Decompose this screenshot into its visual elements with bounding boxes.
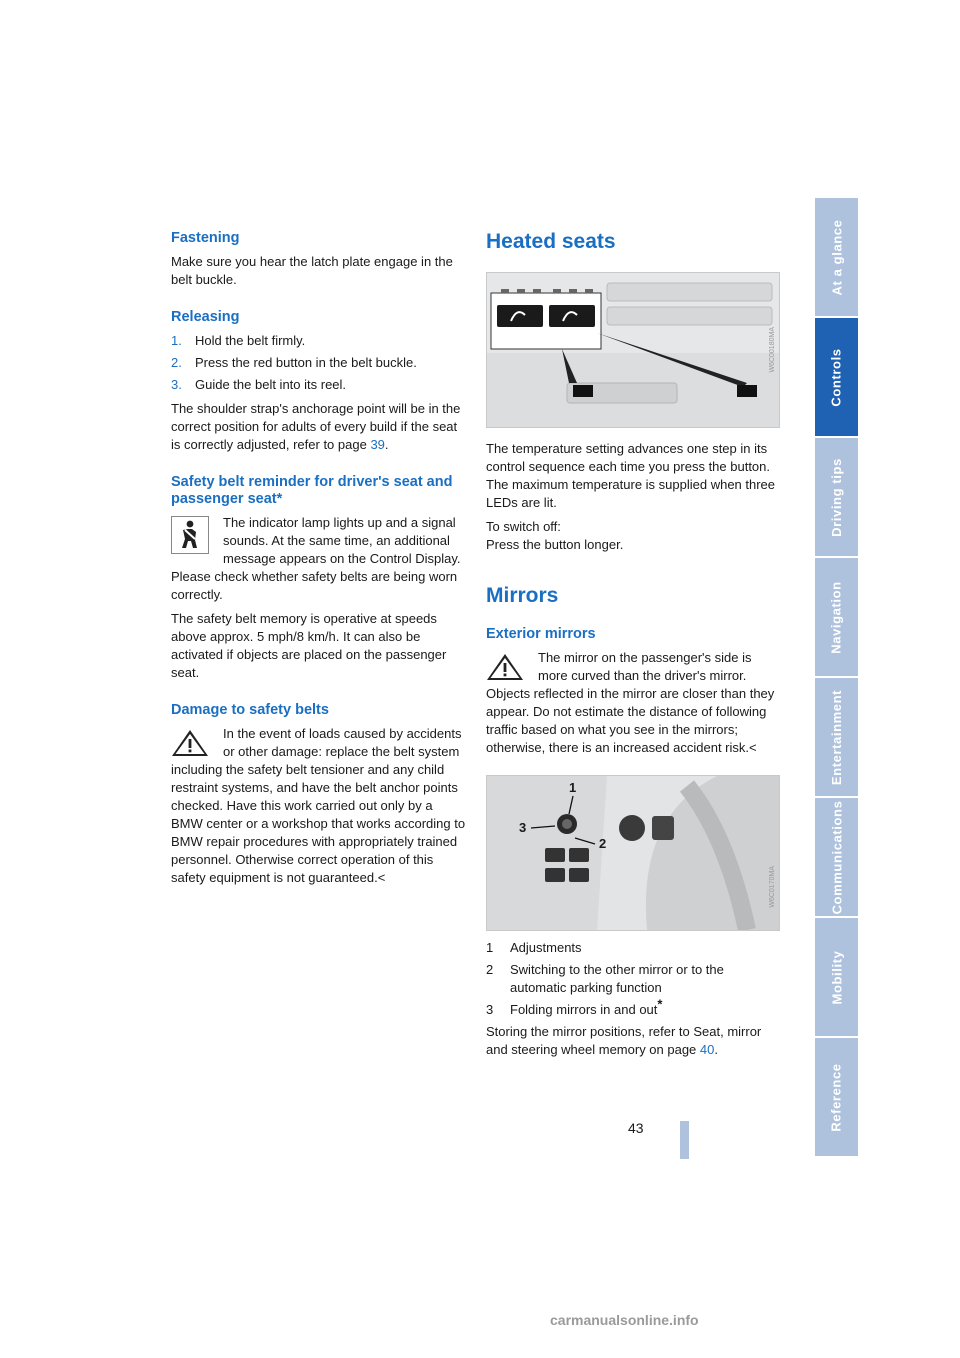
mirror-controls-image: [486, 775, 780, 931]
tab-mobility[interactable]: Mobility: [815, 918, 858, 1036]
list-item: 3. Guide the belt into its reel.: [171, 377, 347, 392]
image-code: W6C00180MA: [769, 327, 776, 373]
fastening-body: Make sure you hear the latch plate engage in the belt buckle.: [171, 254, 453, 287]
heated-seats-body: The temperature setting advances one step in its control sequence each time you press the button. The maximum temperature is supplied when three LEDs are lit.: [486, 441, 776, 510]
mirror-legend: [486, 939, 782, 1019]
tab-entertainment[interactable]: Entertainment: [815, 678, 858, 796]
switch-off: To switch off: Press the button longer.: [486, 519, 624, 552]
legend-item: 1 Adjustments: [486, 940, 582, 955]
tab-at-a-glance[interactable]: At a glance: [815, 198, 858, 316]
legend-item: 3 Folding mirrors in and out*: [486, 996, 663, 1017]
tab-controls[interactable]: Controls: [815, 318, 858, 436]
tab-navigation[interactable]: Navigation: [815, 558, 858, 676]
mirror-warning: [486, 649, 782, 763]
warning-icon: [171, 729, 209, 757]
seatbelt-icon: [171, 516, 209, 554]
damage-warning: [171, 725, 467, 893]
exterior-mirrors-heading: Exterior mirrors: [486, 626, 596, 642]
mirror-warning-body: The mirror on the passenger's side is more curved than the driver's mirror. Objects reflected in the mirror are closer than they appear. Do not estimate the distance of following traffic based on what you see in the mirrors; otherwise, there is an increased accident risk.<: [486, 650, 775, 755]
damage-heading: Damage to safety belts: [171, 702, 329, 718]
watermark: carmanualsonline.info: [550, 1312, 699, 1328]
left-column: [171, 230, 467, 893]
heated-seats-heading: Heated seats: [486, 230, 616, 253]
fastening-heading: Fastening: [171, 230, 240, 246]
page-number: 43: [628, 1120, 644, 1136]
tab-driving-tips[interactable]: Driving tips: [815, 438, 858, 556]
list-item: 2. Press the red button in the belt buckle.: [171, 355, 417, 370]
image-code: W6C0170MA: [769, 866, 776, 908]
reminder-body-2: The safety belt memory is operative at speeds above approx. 5 mph/8 km/h. It can also be activated if objects are placed on the passenger seat.: [171, 611, 447, 680]
tab-reference[interactable]: Reference: [815, 1038, 858, 1156]
page-link-39[interactable]: 39: [370, 437, 385, 452]
chapter-sidebar: [815, 198, 858, 1160]
mirrors-heading: Mirrors: [486, 584, 559, 607]
page-marker: [680, 1121, 689, 1159]
warning-icon: [486, 653, 524, 681]
list-item: 1. Hold the belt firmly.: [171, 333, 306, 348]
storing-note: Storing the mirror positions, refer to Seat, mirror and steering wheel memory on page 40.: [486, 1024, 762, 1057]
heated-seats-image: [486, 272, 780, 428]
releasing-heading: Releasing: [171, 309, 240, 325]
legend-item: 2 Switching to the other mirror or to the automatic parking function: [486, 962, 724, 995]
reminder-block: [171, 514, 467, 610]
reminder-body: The indicator lamp lights up and a signal sounds. At the same time, an additional message appears on the Control Display. Please check whether safety belts are being worn correctly.: [171, 515, 461, 602]
tab-communications[interactable]: Communications: [815, 798, 858, 916]
damage-body: In the event of loads caused by accidents or other damage: replace the belt system including the safety belt tensioner and any child restraint systems, and have the belt anchor points checked. Have this work carried out only by a BMW center or a workshop that works according to BMW repair procedures with appropriately trained personnel. Otherwise correct operation of this safety equipment is not guaranteed.<: [171, 726, 466, 885]
callout-2: 2: [599, 836, 607, 851]
reminder-heading: Safety belt reminder for driver's seat and passenger seat*: [171, 474, 453, 507]
right-column: [486, 230, 782, 1065]
callout-1: 1: [569, 780, 577, 795]
callout-3: 3: [519, 820, 527, 835]
page-link-40[interactable]: 40: [699, 1042, 715, 1057]
releasing-steps: [171, 332, 467, 394]
releasing-note: The shoulder strap's anchorage point will be in the correct position for adults of every build if the seat is correctly adjusted, refer to page 39.: [171, 401, 461, 452]
